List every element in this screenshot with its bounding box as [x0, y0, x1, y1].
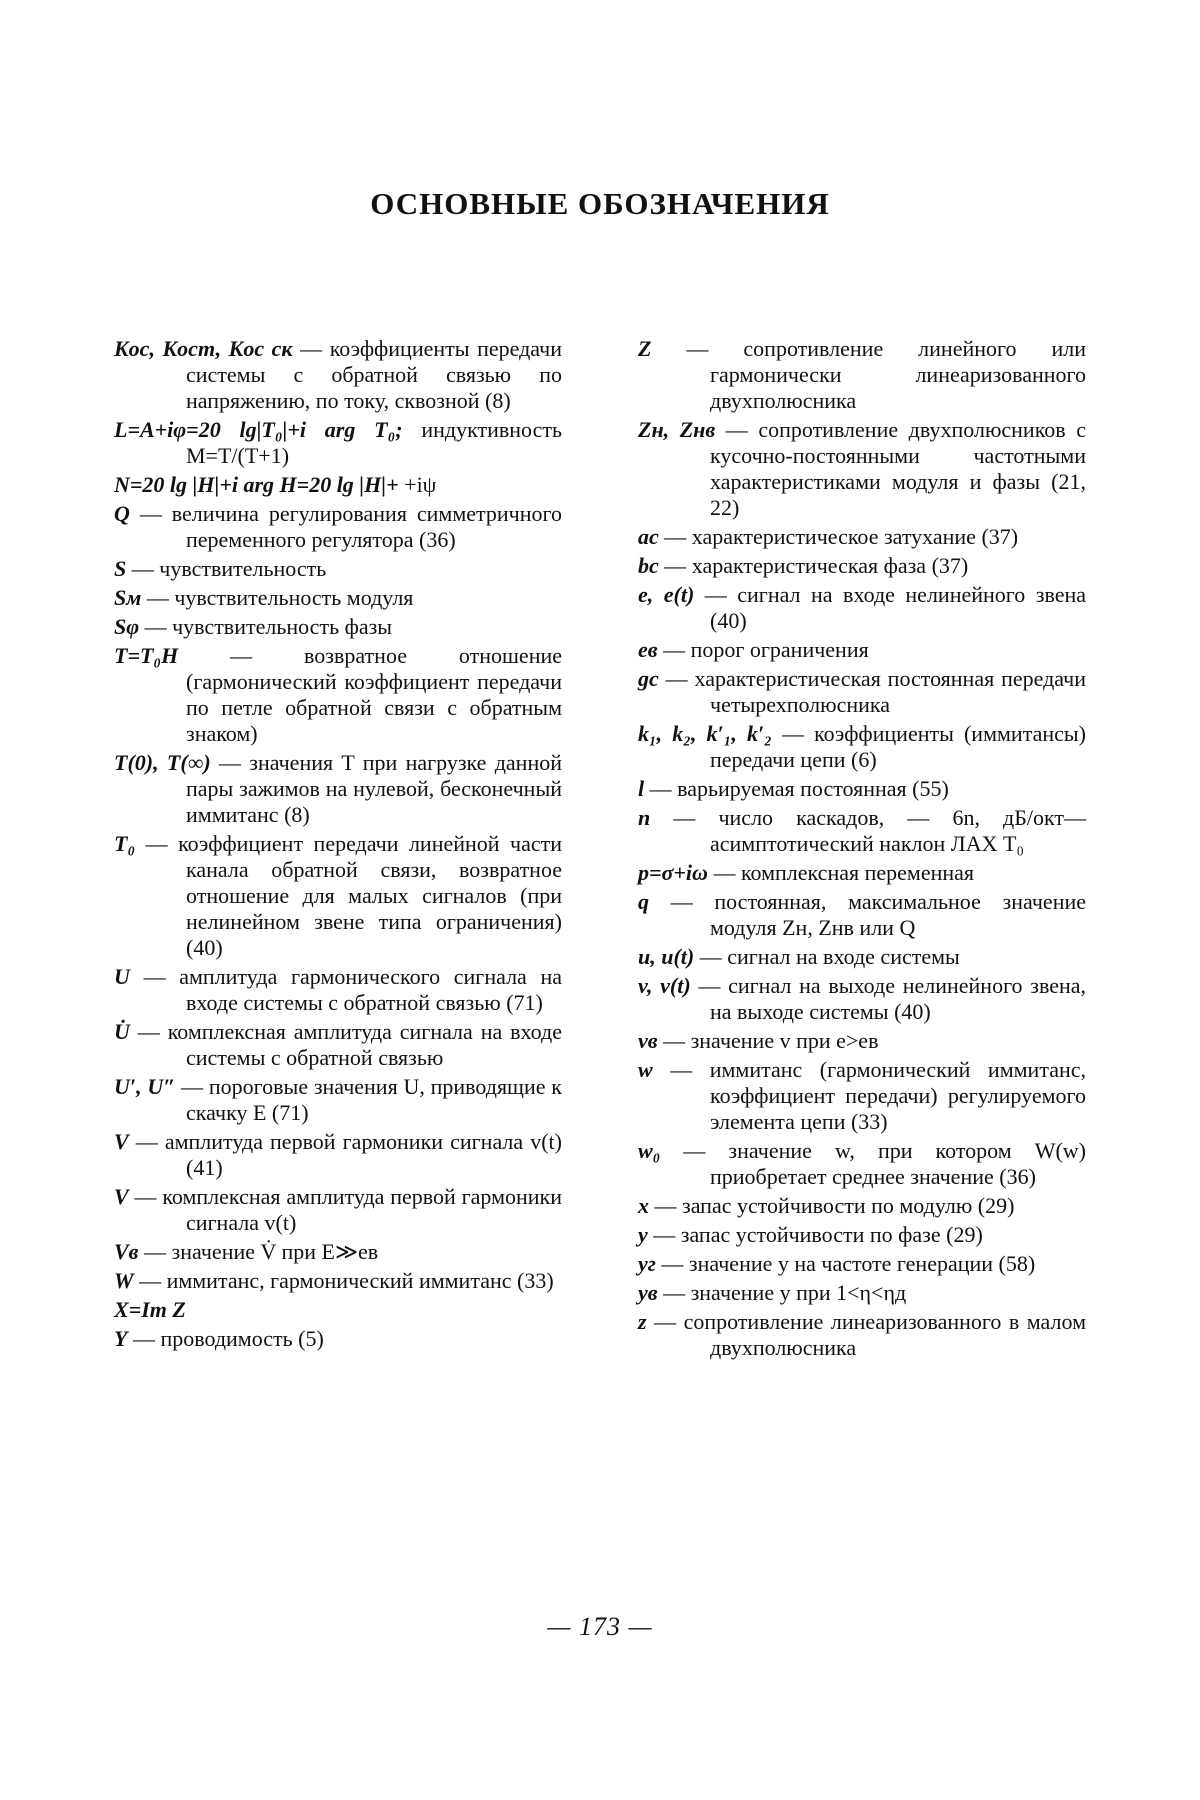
glossary-definition: — коэффициенты (иммитансы) передачи цепи (6): [710, 721, 1086, 772]
glossary-definition: — амплитуда первой гармоники сигнала v(t) (41): [136, 1129, 562, 1180]
glossary-symbol: S: [114, 556, 126, 581]
glossary-definition: — характеристическое затухание (37): [664, 524, 1018, 549]
glossary-symbol: yв: [638, 1280, 658, 1305]
glossary-symbol: U: [114, 964, 130, 989]
page-title: ОСНОВНЫЕ ОБОЗНАЧЕНИЯ: [0, 186, 1200, 222]
glossary-definition: — сопротивление двухполюсников с кусочно-постоянными частотными характеристиками модуля и фазы (21, 22): [710, 417, 1086, 520]
glossary-symbol: W: [114, 1268, 134, 1293]
glossary-entry: [114, 831, 562, 961]
glossary-symbol: U′, U″: [114, 1074, 175, 1099]
glossary-symbol: Zн, Zнв: [638, 417, 715, 442]
glossary-entry: [114, 1297, 562, 1323]
glossary-entry: [638, 1028, 1086, 1054]
glossary-symbol: T=T₀H: [114, 643, 178, 668]
glossary-definition: — варьируемая постоянная (55): [650, 776, 949, 801]
glossary-symbol: u, u(t): [638, 944, 694, 969]
glossary-definition: — сопротивление линейного или гармонически линеаризованного двухполюсника: [686, 336, 1086, 413]
glossary-entry: [638, 1193, 1086, 1219]
glossary-entry: [114, 643, 562, 747]
glossary-entry: [114, 501, 562, 553]
page-number: — 173 —: [0, 1612, 1200, 1642]
glossary-symbol: l: [638, 776, 644, 801]
glossary-symbol: Kос, Kост, Kос ск: [114, 336, 293, 361]
glossary-symbol: Y: [114, 1326, 127, 1351]
glossary-entry: [638, 417, 1086, 521]
glossary-entry: [638, 1057, 1086, 1135]
glossary-entry: [114, 336, 562, 414]
glossary-definition: — иммитанс (гармонический иммитанс, коэффициент передачи) регулируемого элемента цепи (33): [670, 1057, 1086, 1134]
glossary-symbol: Q: [114, 501, 130, 526]
glossary-symbol: U̇: [114, 1019, 130, 1044]
glossary-definition: — значение y на частоте генерации (58): [661, 1251, 1035, 1276]
glossary-symbol: x: [638, 1193, 649, 1218]
glossary-symbol: k₁, k₂, k′₁, k′₂: [638, 721, 772, 746]
glossary-entry: [114, 1019, 562, 1071]
glossary-definition: индуктивность M=T/(T+1): [186, 417, 562, 468]
glossary-symbol: n: [638, 805, 650, 830]
glossary-entry: [638, 805, 1086, 857]
glossary-definition: — сигнал на выходе нелинейного звена, на выходе системы (40): [698, 973, 1086, 1024]
glossary-symbol: q: [638, 889, 649, 914]
glossary-entry: [114, 964, 562, 1016]
glossary-symbol: y: [638, 1222, 648, 1247]
glossary-definition: — порог ограничения: [663, 637, 869, 662]
glossary-definition: — комплексная амплитуда сигнала на входе системы с обратной связью: [138, 1019, 562, 1070]
glossary-symbol: Vв: [114, 1239, 139, 1264]
glossary-definition: — величина регулирования симметричного переменного регулятора (36): [140, 501, 562, 552]
glossary-definition: — запас устойчивости по фазе (29): [653, 1222, 983, 1247]
glossary-definition: — сигнал на входе системы: [700, 944, 960, 969]
glossary-symbol: Z: [638, 336, 651, 361]
glossary-entry: [638, 524, 1086, 550]
glossary-symbol: N=20 lg |H|+i arg H=20 lg |H|+: [114, 472, 399, 497]
glossary-symbol: bс: [638, 553, 659, 578]
glossary-symbol: Sм: [114, 585, 141, 610]
glossary-definition: — значение V̇ при E≫eв: [144, 1239, 378, 1264]
glossary-entry: [114, 1074, 562, 1126]
glossary-definition: — число каскадов, — 6n, дБ/окт— асимптотический наклон ЛАХ T₀: [673, 805, 1086, 856]
glossary-symbol: V: [114, 1184, 129, 1209]
glossary-entry: [638, 1280, 1086, 1306]
glossary-entry: [114, 750, 562, 828]
glossary-entry: [638, 1309, 1086, 1361]
glossary-entry: [638, 553, 1086, 579]
glossary-symbol: T(0), T(∞): [114, 750, 211, 775]
glossary-symbol: T₀: [114, 831, 135, 856]
glossary-entry: [638, 1222, 1086, 1248]
glossary-definition: — комплексная переменная: [713, 860, 974, 885]
glossary-entry: [638, 666, 1086, 718]
glossary-definition: — сигнал на входе нелинейного звена (40): [705, 582, 1086, 633]
glossary-entry: [114, 614, 562, 640]
glossary-symbol: yг: [638, 1251, 656, 1276]
glossary-symbol: X=Im Z: [114, 1297, 186, 1322]
glossary-entry: [638, 1138, 1086, 1190]
glossary-entry: [114, 417, 562, 469]
glossary-entry: [638, 637, 1086, 663]
glossary-symbol: eв: [638, 637, 658, 662]
glossary-definition: — пороговые значения U, приводящие к скачку E (71): [181, 1074, 562, 1125]
glossary-entry: [638, 336, 1086, 414]
glossary-definition: — значение w, при котором W(w) приобретает среднее значение (36): [683, 1138, 1086, 1189]
glossary-definition: — чувствительность: [132, 556, 327, 581]
glossary-symbol: e, e(t): [638, 582, 694, 607]
glossary-definition: — постоянная, максимальное значение модуля Zн, Zнв или Q: [671, 889, 1086, 940]
glossary-entry: [114, 1326, 562, 1352]
glossary-entry: [638, 1251, 1086, 1277]
glossary-entry: [114, 556, 562, 582]
glossary-symbol: w₀: [638, 1138, 660, 1163]
glossary-entry: [638, 889, 1086, 941]
glossary-definition: — значения T при нагрузке данной пары зажимов на нулевой, бесконечный иммитанс (8): [186, 750, 562, 827]
glossary-definition: — чувствительность фазы: [145, 614, 392, 639]
glossary-definition: — значение y при 1<η<ηд: [663, 1280, 906, 1305]
glossary-definition: — характеристическая постоянная передачи четырехполюсника: [666, 666, 1086, 717]
glossary-entry: [114, 472, 562, 498]
glossary-symbol: gс: [638, 666, 659, 691]
glossary-symbol: vв: [638, 1028, 658, 1053]
glossary-definition: — комплексная амплитуда первой гармоники сигнала v(t): [135, 1184, 562, 1235]
glossary-definition: — чувствительность модуля: [147, 585, 414, 610]
glossary-definition: — проводимость (5): [133, 1326, 324, 1351]
glossary-definition: — характеристическая фаза (37): [664, 553, 968, 578]
left-column: [114, 336, 562, 1355]
glossary-symbol: w: [638, 1057, 653, 1082]
glossary-entry: [638, 973, 1086, 1025]
glossary-symbol: L=A+iφ=20 lg|T₀|+i arg T₀;: [114, 417, 403, 442]
glossary-symbol: aс: [638, 524, 659, 549]
glossary-entry: [114, 1129, 562, 1181]
glossary-definition: — сопротивление линеаризованного в малом двухполюсника: [654, 1309, 1086, 1360]
glossary-definition: +iψ: [404, 472, 436, 497]
glossary-entry: [114, 585, 562, 611]
glossary-definition: — возвратное отношение (гармонический коэффициент передачи по петле обратной связи с обратным знаком): [186, 643, 562, 746]
glossary-entry: [638, 860, 1086, 886]
glossary-definition: — запас устойчивости по модулю (29): [655, 1193, 1015, 1218]
glossary-symbol: z: [638, 1309, 647, 1334]
glossary-definition: — значение v при e>eв: [663, 1028, 878, 1053]
glossary-entry: [638, 944, 1086, 970]
glossary-symbol: v, v(t): [638, 973, 691, 998]
glossary-entry: [638, 582, 1086, 634]
glossary-entry: [114, 1268, 562, 1294]
glossary-symbol: Sφ: [114, 614, 139, 639]
glossary-entry: [114, 1239, 562, 1265]
glossary-entry: [638, 776, 1086, 802]
glossary-entry: [638, 721, 1086, 773]
right-column: [638, 336, 1086, 1364]
glossary-symbol: p=σ+iω: [638, 860, 708, 885]
glossary-definition: — коэффициент передачи линейной части канала обратной связи, возвратное отношение для малых сигналов (при нелинейном звене типа ограничения) (40): [146, 831, 562, 960]
glossary-symbol: V: [114, 1129, 129, 1154]
glossary-entry: [114, 1184, 562, 1236]
glossary-definition: — коэффициенты передачи системы с обратной связью по напряжению, по току, сквозной (8): [186, 336, 562, 413]
glossary-definition: — амплитуда гармонического сигнала на входе системы с обратной связью (71): [144, 964, 562, 1015]
glossary-definition: — иммитанс, гармонический иммитанс (33): [139, 1268, 554, 1293]
